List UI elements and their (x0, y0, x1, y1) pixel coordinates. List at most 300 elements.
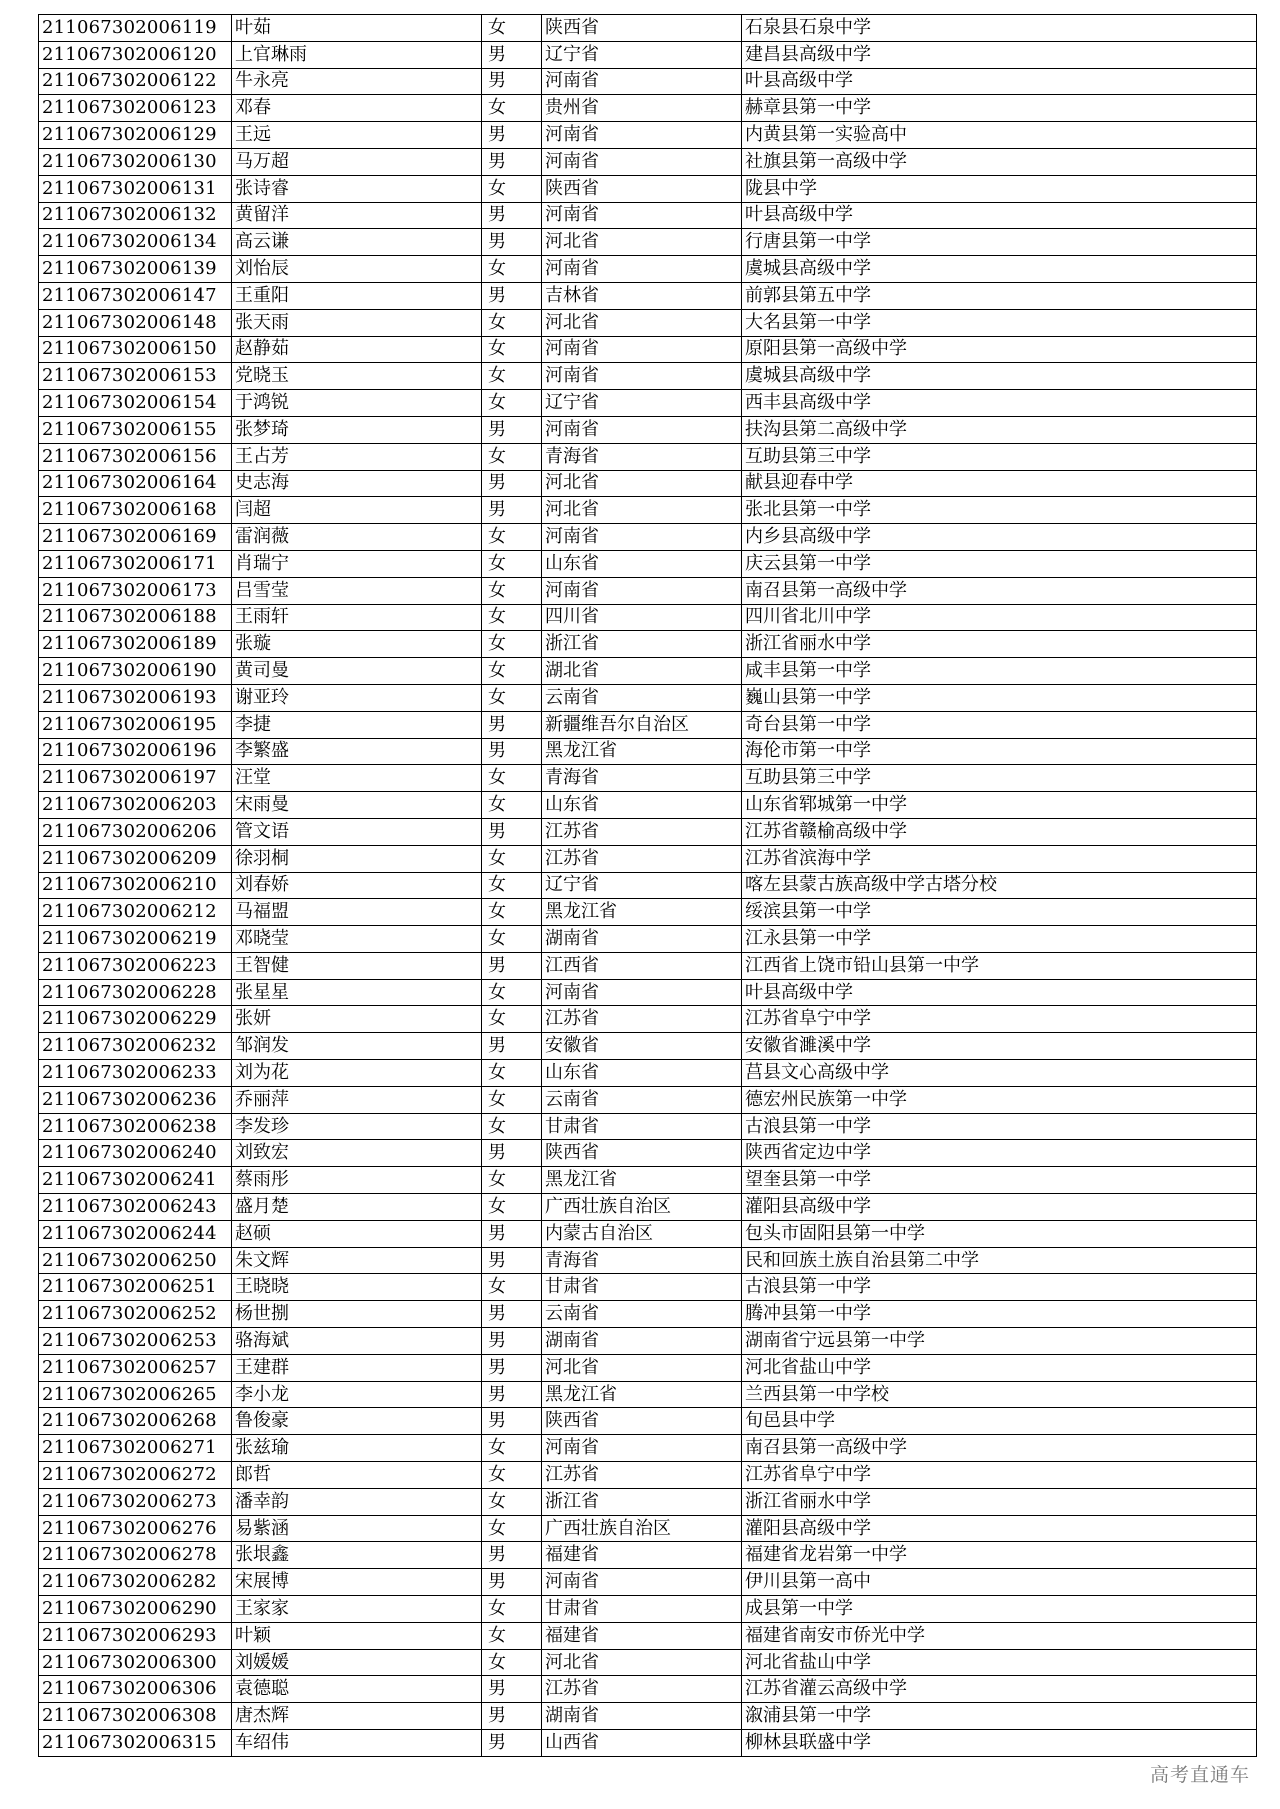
student-name-cell: 张妍 (232, 1006, 482, 1033)
gender-cell: 男 (482, 1247, 542, 1274)
table-row (39, 738, 1257, 765)
table-row (39, 711, 1257, 738)
gender-cell: 男 (482, 1569, 542, 1596)
table-row (39, 470, 1257, 497)
province-cell: 黑龙江省 (542, 738, 742, 765)
gender-cell: 女 (482, 256, 542, 283)
gender-cell: 女 (482, 604, 542, 631)
table-row (39, 524, 1257, 551)
school-cell: 古浪县第一中学 (742, 1274, 1257, 1301)
table-row (39, 1703, 1257, 1730)
school-cell: 互助县第三中学 (742, 443, 1257, 470)
table-row (39, 175, 1257, 202)
student-id-cell: 211067302006168 (39, 497, 232, 524)
school-cell: 社旗县第一高级中学 (742, 148, 1257, 175)
student-id-cell: 211067302006189 (39, 631, 232, 658)
school-cell: 江苏省滨海中学 (742, 845, 1257, 872)
gender-cell: 男 (482, 1033, 542, 1060)
school-cell: 互助县第三中学 (742, 765, 1257, 792)
gender-cell: 男 (482, 1220, 542, 1247)
student-name-cell: 牛永亮 (232, 68, 482, 95)
table-row (39, 416, 1257, 443)
gender-cell: 男 (482, 122, 542, 149)
province-cell: 安徽省 (542, 1033, 742, 1060)
student-name-cell: 张星星 (232, 979, 482, 1006)
province-cell: 云南省 (542, 1086, 742, 1113)
student-id-cell: 211067302006308 (39, 1703, 232, 1730)
student-name-cell: 张璇 (232, 631, 482, 658)
province-cell: 江苏省 (542, 1006, 742, 1033)
gender-cell: 男 (482, 41, 542, 68)
province-cell: 河南省 (542, 122, 742, 149)
school-cell: 喀左县蒙古族高级中学古塔分校 (742, 872, 1257, 899)
school-cell: 包头市固阳县第一中学 (742, 1220, 1257, 1247)
school-cell: 旬邑县中学 (742, 1408, 1257, 1435)
student-id-cell: 211067302006153 (39, 363, 232, 390)
gender-cell: 女 (482, 309, 542, 336)
province-cell: 河南省 (542, 363, 742, 390)
table-row (39, 390, 1257, 417)
table-row (39, 1140, 1257, 1167)
province-cell: 广西壮族自治区 (542, 1515, 742, 1542)
school-cell: 石泉县石泉中学 (742, 15, 1257, 42)
student-id-cell: 211067302006241 (39, 1167, 232, 1194)
province-cell: 河北省 (542, 1649, 742, 1676)
school-cell: 内乡县高级中学 (742, 524, 1257, 551)
student-id-cell: 211067302006278 (39, 1542, 232, 1569)
school-cell: 叶县高级中学 (742, 202, 1257, 229)
table-row (39, 363, 1257, 390)
gender-cell: 男 (482, 497, 542, 524)
school-cell: 湖南省宁远县第一中学 (742, 1328, 1257, 1355)
gender-cell: 女 (482, 175, 542, 202)
student-name-cell: 赵静茹 (232, 336, 482, 363)
table-row (39, 1542, 1257, 1569)
student-name-cell: 马万超 (232, 148, 482, 175)
school-cell: 河北省盐山中学 (742, 1354, 1257, 1381)
table-row (39, 1113, 1257, 1140)
school-cell: 陇县中学 (742, 175, 1257, 202)
student-id-cell: 211067302006232 (39, 1033, 232, 1060)
student-name-cell: 高云谦 (232, 229, 482, 256)
student-name-cell: 刘春娇 (232, 872, 482, 899)
school-cell: 行唐县第一中学 (742, 229, 1257, 256)
province-cell: 黑龙江省 (542, 1381, 742, 1408)
table-row (39, 1730, 1257, 1757)
student-name-cell: 潘幸韵 (232, 1488, 482, 1515)
student-name-cell: 李小龙 (232, 1381, 482, 1408)
student-id-cell: 211067302006300 (39, 1649, 232, 1676)
province-cell: 河南省 (542, 68, 742, 95)
gender-cell: 女 (482, 1194, 542, 1221)
province-cell: 辽宁省 (542, 41, 742, 68)
student-name-cell: 管文语 (232, 818, 482, 845)
gender-cell: 女 (482, 390, 542, 417)
student-id-cell: 211067302006229 (39, 1006, 232, 1033)
student-id-cell: 211067302006238 (39, 1113, 232, 1140)
table-row (39, 1649, 1257, 1676)
student-id-cell: 211067302006282 (39, 1569, 232, 1596)
student-name-cell: 李捷 (232, 711, 482, 738)
student-name-cell: 汪堂 (232, 765, 482, 792)
table-row (39, 309, 1257, 336)
province-cell: 山东省 (542, 792, 742, 819)
student-name-cell: 宋雨曼 (232, 792, 482, 819)
province-cell: 山西省 (542, 1730, 742, 1757)
student-name-cell: 黄留洋 (232, 202, 482, 229)
school-cell: 江苏省阜宁中学 (742, 1006, 1257, 1033)
student-id-cell: 211067302006290 (39, 1596, 232, 1623)
student-id-cell: 211067302006190 (39, 658, 232, 685)
table-row (39, 1462, 1257, 1489)
student-roster-table (38, 14, 1257, 1757)
province-cell: 青海省 (542, 1247, 742, 1274)
student-name-cell: 上官琳雨 (232, 41, 482, 68)
student-name-cell: 于鸿锐 (232, 390, 482, 417)
student-id-cell: 211067302006244 (39, 1220, 232, 1247)
student-id-cell: 211067302006150 (39, 336, 232, 363)
table-row (39, 148, 1257, 175)
school-cell: 浙江省丽水中学 (742, 1488, 1257, 1515)
school-cell: 民和回族土族自治县第二中学 (742, 1247, 1257, 1274)
gender-cell: 男 (482, 711, 542, 738)
school-cell: 安徽省濉溪中学 (742, 1033, 1257, 1060)
student-id-cell: 211067302006203 (39, 792, 232, 819)
province-cell: 吉林省 (542, 282, 742, 309)
table-row (39, 336, 1257, 363)
student-id-cell: 211067302006306 (39, 1676, 232, 1703)
student-id-cell: 211067302006251 (39, 1274, 232, 1301)
student-name-cell: 骆海斌 (232, 1328, 482, 1355)
student-name-cell: 郎哲 (232, 1462, 482, 1489)
student-id-cell: 211067302006257 (39, 1354, 232, 1381)
province-cell: 河南省 (542, 1435, 742, 1462)
gender-cell: 女 (482, 1488, 542, 1515)
school-cell: 巍山县第一中学 (742, 684, 1257, 711)
student-name-cell: 刘怡辰 (232, 256, 482, 283)
school-cell: 庆云县第一中学 (742, 550, 1257, 577)
gender-cell: 女 (482, 899, 542, 926)
school-cell: 内黄县第一实验高中 (742, 122, 1257, 149)
table-row (39, 1569, 1257, 1596)
province-cell: 河南省 (542, 416, 742, 443)
student-id-cell: 211067302006171 (39, 550, 232, 577)
student-name-cell: 刘媛媛 (232, 1649, 482, 1676)
table-row (39, 658, 1257, 685)
student-name-cell: 盛月楚 (232, 1194, 482, 1221)
table-row (39, 1515, 1257, 1542)
province-cell: 湖南省 (542, 1703, 742, 1730)
table-row (39, 899, 1257, 926)
province-cell: 河北省 (542, 470, 742, 497)
student-id-cell: 211067302006119 (39, 15, 232, 42)
province-cell: 河南省 (542, 148, 742, 175)
province-cell: 河北省 (542, 1354, 742, 1381)
student-id-cell: 211067302006228 (39, 979, 232, 1006)
student-id-cell: 211067302006130 (39, 148, 232, 175)
table-row (39, 95, 1257, 122)
school-cell: 扶沟县第二高级中学 (742, 416, 1257, 443)
province-cell: 浙江省 (542, 1488, 742, 1515)
table-row (39, 818, 1257, 845)
student-name-cell: 张垠鑫 (232, 1542, 482, 1569)
student-name-cell: 袁德聪 (232, 1676, 482, 1703)
gender-cell: 女 (482, 1006, 542, 1033)
student-id-cell: 211067302006195 (39, 711, 232, 738)
table-row (39, 497, 1257, 524)
table-row (39, 1274, 1257, 1301)
school-cell: 大名县第一中学 (742, 309, 1257, 336)
student-name-cell: 张梦琦 (232, 416, 482, 443)
student-name-cell: 吕雪莹 (232, 577, 482, 604)
school-cell: 柳林县联盛中学 (742, 1730, 1257, 1757)
student-id-cell: 211067302006209 (39, 845, 232, 872)
student-id-cell: 211067302006164 (39, 470, 232, 497)
table-row (39, 550, 1257, 577)
table-row (39, 845, 1257, 872)
student-name-cell: 王雨轩 (232, 604, 482, 631)
student-name-cell: 张兹瑜 (232, 1435, 482, 1462)
student-name-cell: 车绍伟 (232, 1730, 482, 1757)
gender-cell: 女 (482, 336, 542, 363)
student-id-cell: 211067302006268 (39, 1408, 232, 1435)
gender-cell: 女 (482, 1462, 542, 1489)
student-id-cell: 211067302006122 (39, 68, 232, 95)
school-cell: 浙江省丽水中学 (742, 631, 1257, 658)
province-cell: 江西省 (542, 952, 742, 979)
school-cell: 奇台县第一中学 (742, 711, 1257, 738)
student-name-cell: 马福盟 (232, 899, 482, 926)
school-cell: 德宏州民族第一中学 (742, 1086, 1257, 1113)
student-name-cell: 王建群 (232, 1354, 482, 1381)
table-row (39, 1301, 1257, 1328)
student-name-cell: 肖瑞宁 (232, 550, 482, 577)
school-cell: 陕西省定边中学 (742, 1140, 1257, 1167)
student-id-cell: 211067302006156 (39, 443, 232, 470)
gender-cell: 女 (482, 845, 542, 872)
student-name-cell: 张天雨 (232, 309, 482, 336)
student-id-cell: 211067302006188 (39, 604, 232, 631)
gender-cell: 女 (482, 1113, 542, 1140)
student-id-cell: 211067302006155 (39, 416, 232, 443)
gender-cell: 女 (482, 765, 542, 792)
province-cell: 湖北省 (542, 658, 742, 685)
student-name-cell: 蔡雨彤 (232, 1167, 482, 1194)
student-name-cell: 王晓晓 (232, 1274, 482, 1301)
gender-cell: 女 (482, 1649, 542, 1676)
student-name-cell: 宋展博 (232, 1569, 482, 1596)
table-row (39, 68, 1257, 95)
province-cell: 山东省 (542, 550, 742, 577)
province-cell: 江苏省 (542, 1676, 742, 1703)
gender-cell: 女 (482, 1274, 542, 1301)
student-id-cell: 211067302006265 (39, 1381, 232, 1408)
province-cell: 福建省 (542, 1622, 742, 1649)
school-cell: 前郭县第五中学 (742, 282, 1257, 309)
school-cell: 西丰县高级中学 (742, 390, 1257, 417)
province-cell: 河北省 (542, 309, 742, 336)
gender-cell: 男 (482, 68, 542, 95)
school-cell: 河北省盐山中学 (742, 1649, 1257, 1676)
table-row (39, 256, 1257, 283)
school-cell: 江苏省灌云高级中学 (742, 1676, 1257, 1703)
school-cell: 望奎县第一中学 (742, 1167, 1257, 1194)
gender-cell: 女 (482, 15, 542, 42)
table-row (39, 1220, 1257, 1247)
student-id-cell: 211067302006250 (39, 1247, 232, 1274)
school-cell: 伊川县第一高中 (742, 1569, 1257, 1596)
student-id-cell: 211067302006169 (39, 524, 232, 551)
student-id-cell: 211067302006132 (39, 202, 232, 229)
province-cell: 黑龙江省 (542, 899, 742, 926)
province-cell: 甘肃省 (542, 1113, 742, 1140)
table-row (39, 1596, 1257, 1623)
table-row (39, 1006, 1257, 1033)
table-row (39, 1488, 1257, 1515)
gender-cell: 女 (482, 926, 542, 953)
school-cell: 海伦市第一中学 (742, 738, 1257, 765)
student-id-cell: 211067302006120 (39, 41, 232, 68)
school-cell: 兰西县第一中学校 (742, 1381, 1257, 1408)
table-row (39, 684, 1257, 711)
table-row (39, 1328, 1257, 1355)
student-name-cell: 谢亚玲 (232, 684, 482, 711)
student-id-cell: 211067302006276 (39, 1515, 232, 1542)
student-id-cell: 211067302006212 (39, 899, 232, 926)
table-row (39, 1060, 1257, 1087)
gender-cell: 男 (482, 470, 542, 497)
school-cell: 原阳县第一高级中学 (742, 336, 1257, 363)
student-id-cell: 211067302006272 (39, 1462, 232, 1489)
gender-cell: 女 (482, 363, 542, 390)
province-cell: 贵州省 (542, 95, 742, 122)
school-cell: 腾冲县第一中学 (742, 1301, 1257, 1328)
student-name-cell: 党晓玉 (232, 363, 482, 390)
student-id-cell: 211067302006253 (39, 1328, 232, 1355)
student-id-cell: 211067302006139 (39, 256, 232, 283)
student-id-cell: 211067302006293 (39, 1622, 232, 1649)
gender-cell: 女 (482, 550, 542, 577)
school-cell: 江永县第一中学 (742, 926, 1257, 953)
province-cell: 陕西省 (542, 1408, 742, 1435)
school-cell: 江西省上饶市铅山县第一中学 (742, 952, 1257, 979)
table-row (39, 41, 1257, 68)
school-cell: 溆浦县第一中学 (742, 1703, 1257, 1730)
gender-cell: 男 (482, 1381, 542, 1408)
school-cell: 咸丰县第一中学 (742, 658, 1257, 685)
student-id-cell: 211067302006236 (39, 1086, 232, 1113)
student-name-cell: 王重阳 (232, 282, 482, 309)
table-row (39, 631, 1257, 658)
province-cell: 河南省 (542, 524, 742, 551)
table-row (39, 952, 1257, 979)
table-row (39, 15, 1257, 42)
student-name-cell: 邹润发 (232, 1033, 482, 1060)
gender-cell: 男 (482, 416, 542, 443)
school-cell: 献县迎春中学 (742, 470, 1257, 497)
gender-cell: 女 (482, 1515, 542, 1542)
student-name-cell: 易紫涵 (232, 1515, 482, 1542)
table-row (39, 1622, 1257, 1649)
student-id-cell: 211067302006148 (39, 309, 232, 336)
province-cell: 河南省 (542, 202, 742, 229)
province-cell: 湖南省 (542, 1328, 742, 1355)
gender-cell: 女 (482, 1435, 542, 1462)
gender-cell: 女 (482, 631, 542, 658)
student-name-cell: 朱文辉 (232, 1247, 482, 1274)
school-cell: 四川省北川中学 (742, 604, 1257, 631)
table-row (39, 282, 1257, 309)
school-cell: 江苏省阜宁中学 (742, 1462, 1257, 1489)
student-name-cell: 唐杰辉 (232, 1703, 482, 1730)
gender-cell: 女 (482, 792, 542, 819)
gender-cell: 女 (482, 1167, 542, 1194)
gender-cell: 男 (482, 952, 542, 979)
province-cell: 辽宁省 (542, 872, 742, 899)
gender-cell: 男 (482, 282, 542, 309)
student-name-cell: 黄司曼 (232, 658, 482, 685)
student-name-cell: 雷润薇 (232, 524, 482, 551)
table-row (39, 1676, 1257, 1703)
table-row (39, 1435, 1257, 1462)
student-name-cell: 史志海 (232, 470, 482, 497)
school-cell: 叶县高级中学 (742, 68, 1257, 95)
province-cell: 黑龙江省 (542, 1167, 742, 1194)
student-id-cell: 211067302006147 (39, 282, 232, 309)
student-id-cell: 211067302006154 (39, 390, 232, 417)
table-row (39, 1167, 1257, 1194)
province-cell: 辽宁省 (542, 390, 742, 417)
province-cell: 云南省 (542, 684, 742, 711)
table-row (39, 577, 1257, 604)
province-cell: 云南省 (542, 1301, 742, 1328)
province-cell: 河南省 (542, 577, 742, 604)
student-name-cell: 闫超 (232, 497, 482, 524)
gender-cell: 女 (482, 1596, 542, 1623)
school-cell: 叶县高级中学 (742, 979, 1257, 1006)
student-name-cell: 鲁俊豪 (232, 1408, 482, 1435)
student-id-cell: 211067302006193 (39, 684, 232, 711)
school-cell: 绥滨县第一中学 (742, 899, 1257, 926)
gender-cell: 男 (482, 1408, 542, 1435)
school-cell: 张北县第一中学 (742, 497, 1257, 524)
student-id-cell: 211067302006243 (39, 1194, 232, 1221)
province-cell: 河北省 (542, 229, 742, 256)
student-name-cell: 刘为花 (232, 1060, 482, 1087)
school-cell: 福建省龙岩第一中学 (742, 1542, 1257, 1569)
student-id-cell: 211067302006131 (39, 175, 232, 202)
table-row (39, 443, 1257, 470)
student-name-cell: 李繁盛 (232, 738, 482, 765)
roster-body (39, 15, 1257, 1757)
gender-cell: 女 (482, 658, 542, 685)
student-name-cell: 王智健 (232, 952, 482, 979)
gender-cell: 女 (482, 443, 542, 470)
gender-cell: 男 (482, 229, 542, 256)
table-row (39, 1086, 1257, 1113)
school-cell: 灌阳县高级中学 (742, 1515, 1257, 1542)
student-name-cell: 刘致宏 (232, 1140, 482, 1167)
table-row (39, 765, 1257, 792)
province-cell: 福建省 (542, 1542, 742, 1569)
student-name-cell: 乔丽萍 (232, 1086, 482, 1113)
table-row (39, 1408, 1257, 1435)
province-cell: 陕西省 (542, 1140, 742, 1167)
gender-cell: 男 (482, 1140, 542, 1167)
gender-cell: 女 (482, 1086, 542, 1113)
student-id-cell: 211067302006173 (39, 577, 232, 604)
school-cell: 江苏省赣榆高级中学 (742, 818, 1257, 845)
